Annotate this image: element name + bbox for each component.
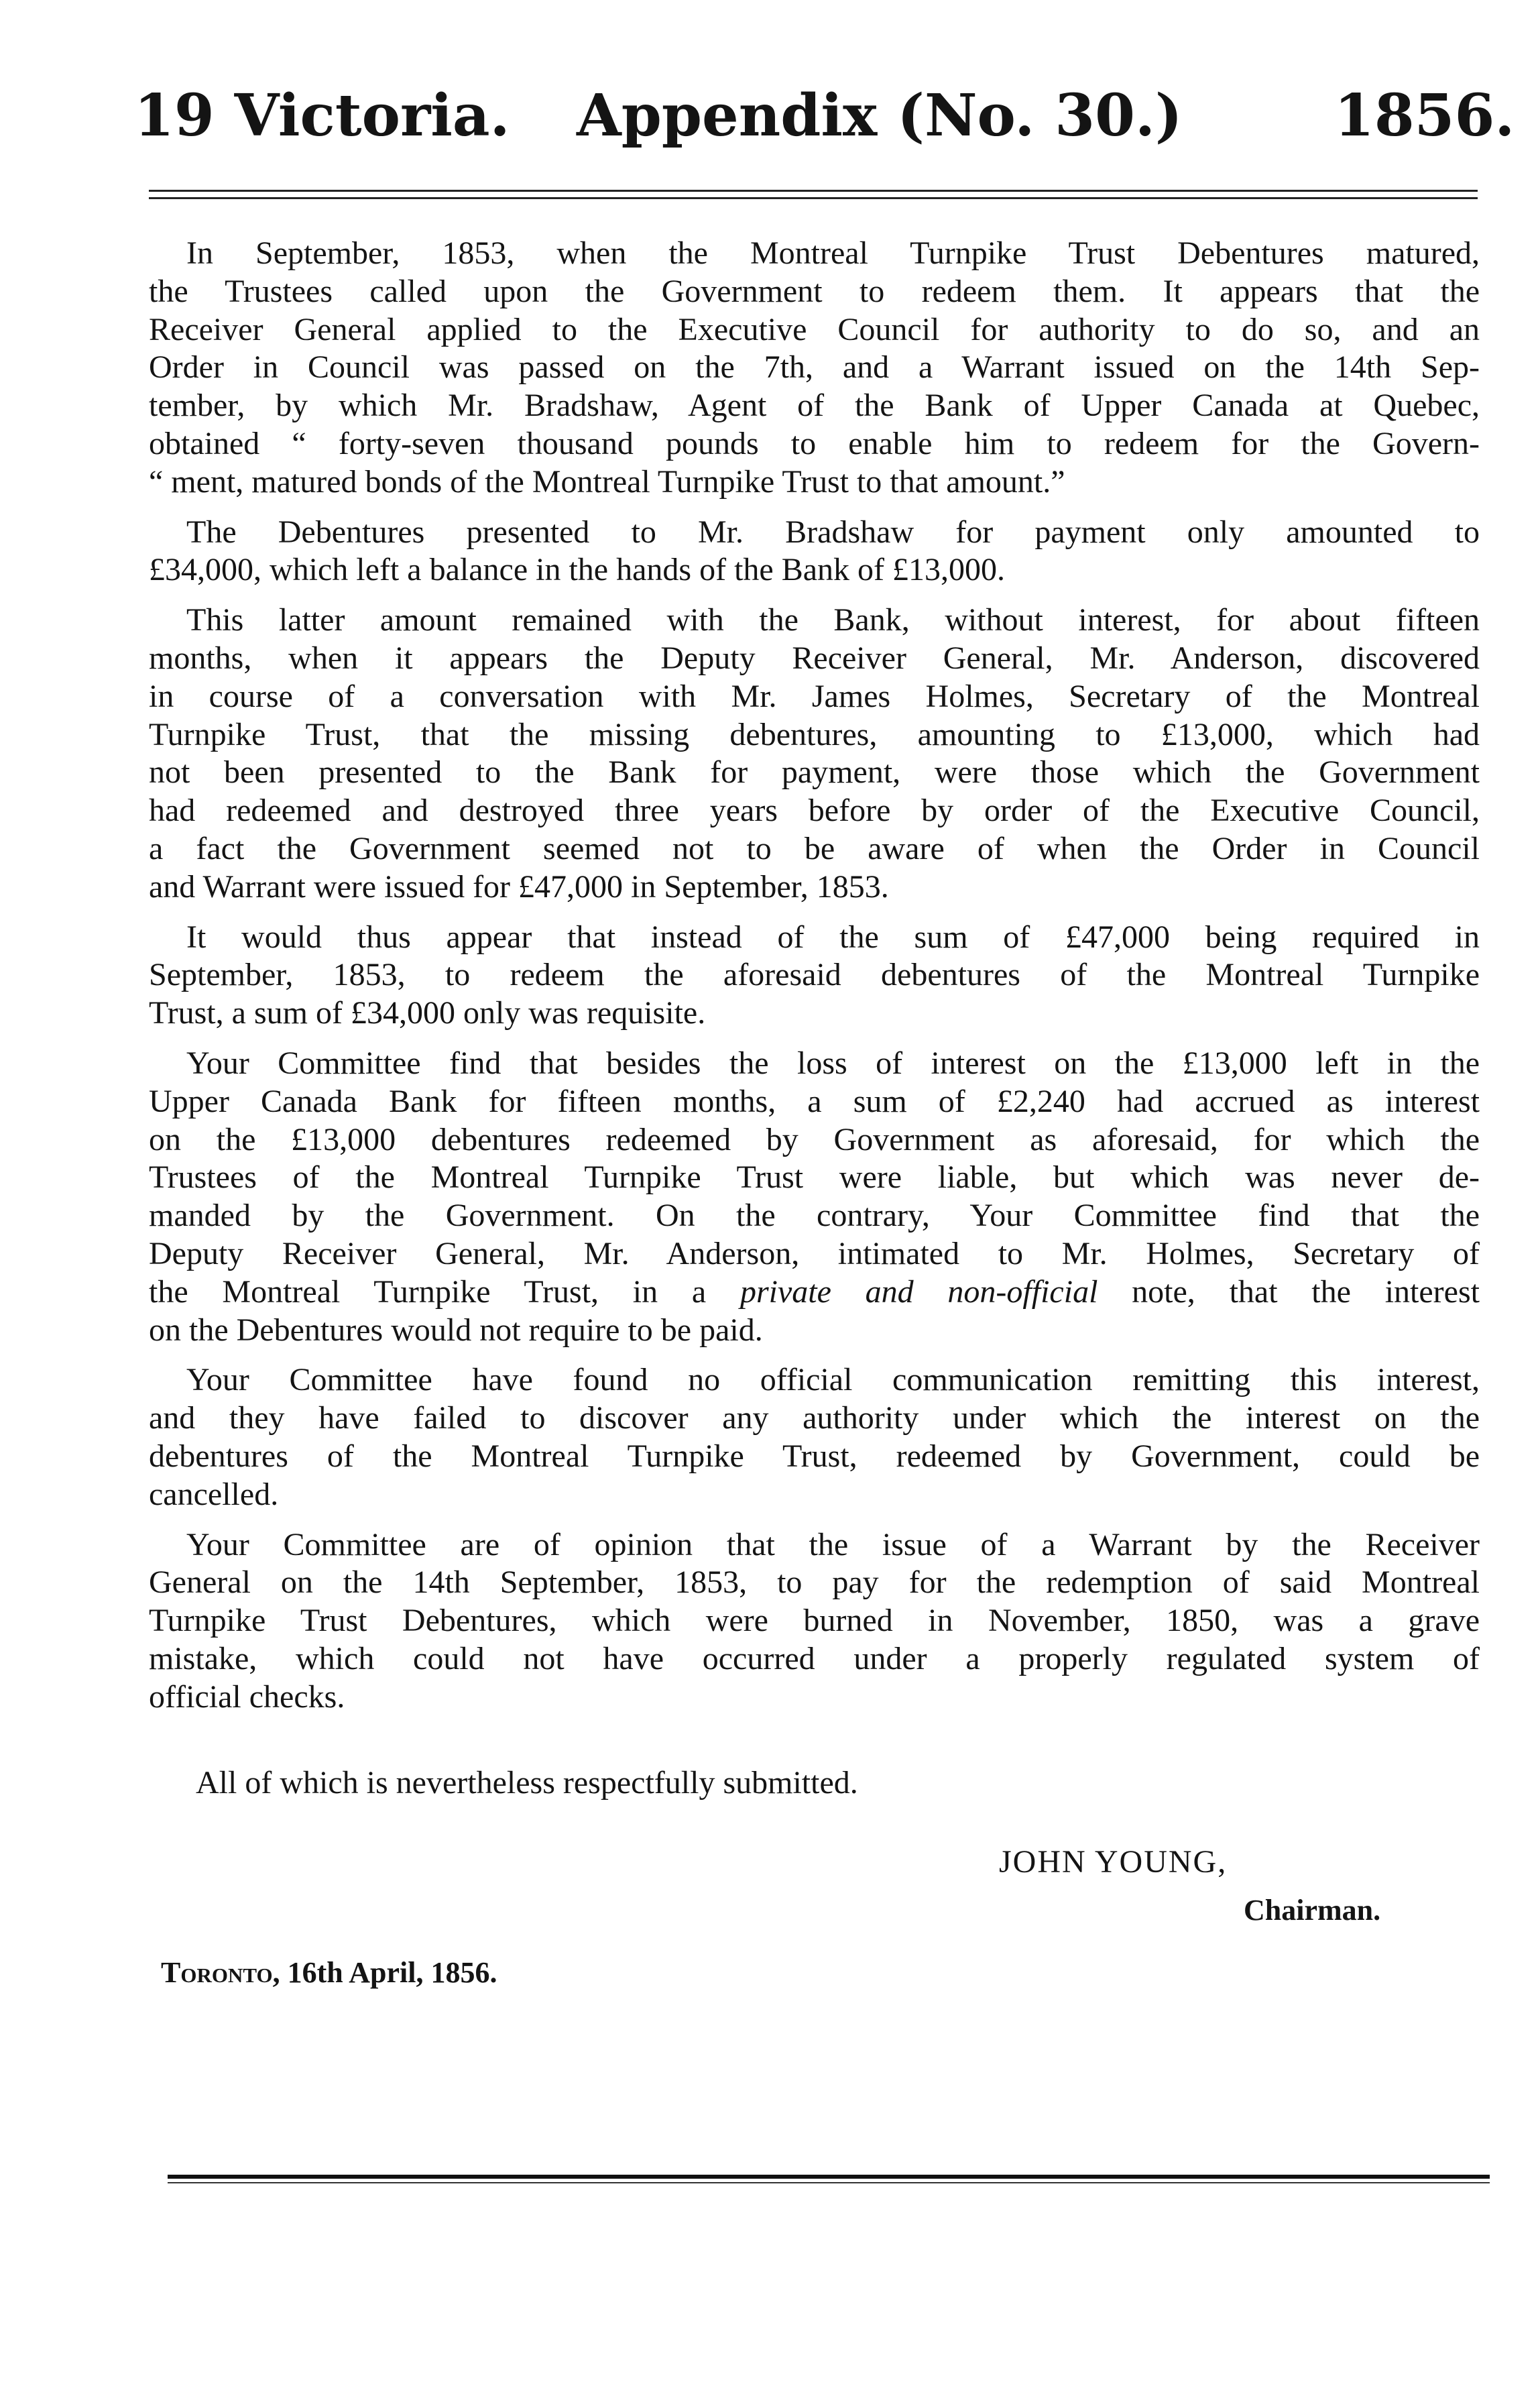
text-line: Order in Council was passed on the 7th, and a Warrant issued on the 14th Sep- (149, 349, 1480, 386)
paragraph-2 (149, 514, 1480, 590)
header-appendix-number: Appendix (No. 30.) (577, 82, 1183, 150)
text-line: Your Committee have found no official communication remitting this interest, (186, 1362, 1480, 1398)
header-year: 1856. (1334, 82, 1515, 150)
paragraph-6 (149, 1361, 1480, 1513)
place-and-date (161, 1953, 497, 1992)
text-line: Deputy Receiver General, Mr. Anderson, intimated to Mr. Holmes, Secretary of (149, 1235, 1480, 1271)
text-line: mistake, which could not have occurred under a properly regulated system of (149, 1640, 1480, 1676)
text-line: and Warrant were issued for £47,000 in September, 1853. (149, 868, 889, 905)
text-run: note, that the interest (1098, 1273, 1480, 1310)
text-line: Your Committee are of opinion that the issue of a Warrant by the Receiver (186, 1526, 1480, 1562)
report-body (149, 235, 1480, 1728)
text-line: “ ment, matured bonds of the Montreal Turnpike Trust to that amount.” (149, 463, 1065, 500)
footer-rule (168, 2175, 1490, 2179)
text-run: the Montreal Turnpike Trust, in a (149, 1273, 740, 1310)
text-line: This latter amount remained with the Bank, without interest, for about fifteen (186, 602, 1480, 638)
paragraph-3 (149, 602, 1480, 906)
text-line: the Trustees called upon the Government to redeem them. It appears that the (149, 273, 1480, 309)
text-line: Turnpike Trust, that the missing debentures, amounting to £13,000, which had (149, 716, 1480, 752)
date: , 16th April, 1856. (272, 1956, 497, 1989)
paragraph-4 (149, 919, 1480, 1033)
place: Toronto (161, 1956, 273, 1989)
text-line: Receiver General applied to the Executive Council for authority to do so, and an (149, 311, 1480, 347)
text-line: £34,000, which left a balance in the hands of the Bank of £13,000. (149, 552, 1006, 588)
signatory-title: Chairman. (1244, 1894, 1381, 1927)
text-line: Turnpike Trust Debentures, which were burned in November, 1850, was a grave (149, 1603, 1480, 1639)
paragraph-7 (149, 1526, 1480, 1717)
text-line: a fact the Government seemed not to be aware of when the Order in Council (149, 830, 1480, 866)
text-line: General on the 14th September, 1853, to pay for the redemption of said Montreal (149, 1564, 1480, 1601)
text-line: debentures of the Montreal Turnpike Trust, redeemed by Government, could be (149, 1438, 1480, 1474)
text-line: obtained “ forty-seven thousand pounds to enable him to redeem for the Govern- (149, 425, 1480, 461)
text-line: The Debentures presented to Mr. Bradshaw for payment only amounted to (186, 514, 1480, 550)
text-line: tember, by which Mr. Bradshaw, Agent of the Bank of Upper Canada at Quebec, (149, 388, 1480, 424)
signatory-name: JOHN YOUNG, (999, 1844, 1228, 1880)
text-line-with-italic (149, 1273, 1480, 1312)
text-line: on the Debentures would not require to be paid. (149, 1312, 763, 1348)
text-line: months, when it appears the Deputy Receiver General, Mr. Anderson, discovered (149, 640, 1480, 676)
italic-phrase: private and non-official (739, 1273, 1098, 1310)
text-line: In September, 1853, when the Montreal Turnpike Trust Debentures matured, (186, 235, 1480, 271)
header-regnal-year: 19 Victoria. (134, 82, 510, 150)
text-line: and they have failed to discover any authority under which the interest on the (149, 1400, 1480, 1436)
text-line: It would thus appear that instead of the sum of £47,000 being required in (186, 919, 1480, 955)
header-double-rule (149, 190, 1478, 199)
text-line: manded by the Government. On the contrary, Your Committee find that the (149, 1198, 1480, 1234)
text-line: Trust, a sum of £34,000 only was requisite. (149, 995, 706, 1031)
text-line: Your Committee find that besides the loss of interest on the £13,000 left in the (186, 1045, 1480, 1081)
text-line: official checks. (149, 1678, 345, 1715)
paragraph-5 (149, 1045, 1480, 1349)
text-line: Upper Canada Bank for fifteen months, a sum of £2,240 had accrued as interest (149, 1083, 1480, 1119)
footer-rule-thin (168, 2182, 1490, 2183)
text-line: September, 1853, to redeem the aforesaid debentures of the Montreal Turnpike (149, 957, 1480, 993)
text-line: Trustees of the Montreal Turnpike Trust were liable, but which was never de- (149, 1159, 1480, 1196)
text-line: not been presented to the Bank for payment, were those which the Government (149, 754, 1480, 791)
paragraph-1 (149, 235, 1480, 502)
closing-statement: All of which is nevertheless respectfully submitted. (196, 1765, 858, 1801)
text-line: cancelled. (149, 1476, 279, 1512)
text-line: on the £13,000 debentures redeemed by Government as aforesaid, for which the (149, 1121, 1480, 1157)
text-line: had redeemed and destroyed three years before by order of the Executive Council, (149, 793, 1480, 829)
text-line: in course of a conversation with Mr. James Holmes, Secretary of the Montreal (149, 678, 1480, 714)
